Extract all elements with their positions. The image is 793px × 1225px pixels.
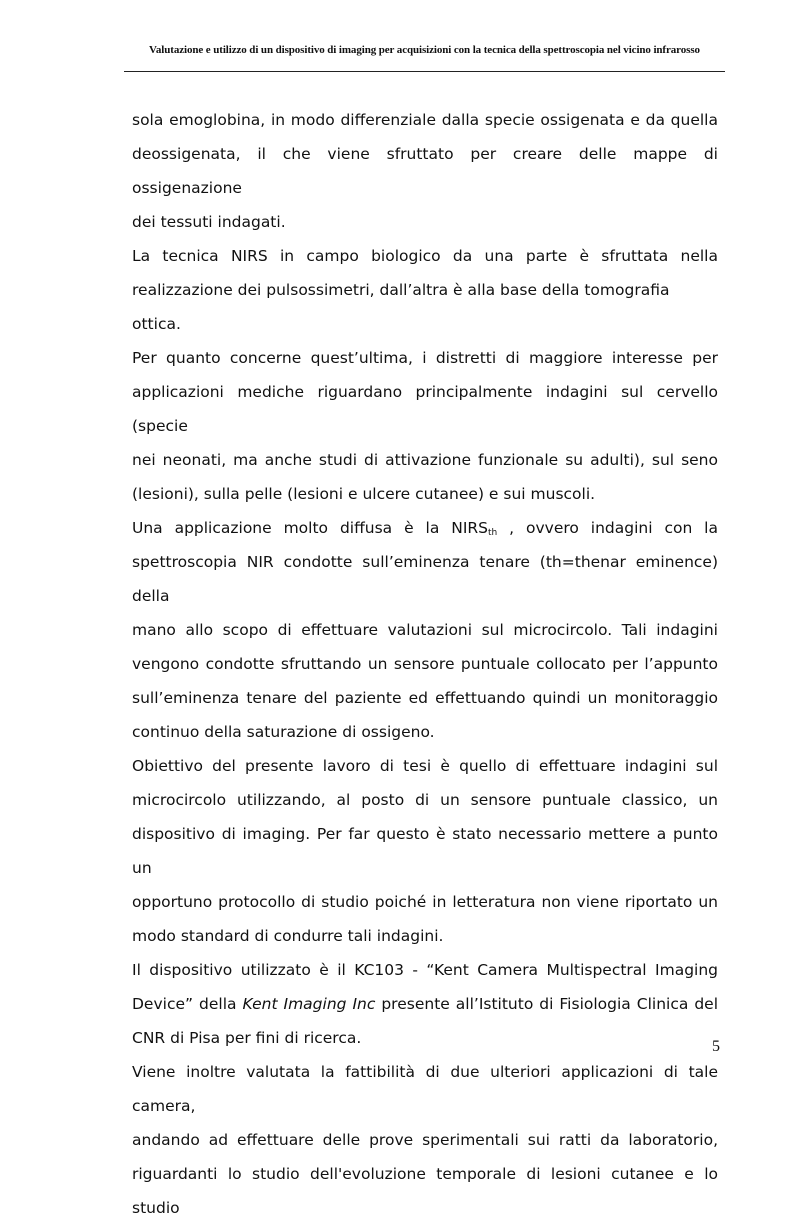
text-line [132,987,718,1021]
text-line: Il dispositivo utilizzato è il KC103 - “Kent Camera Multispectral Imaging [132,961,718,979]
text-line: nei neonati, ma anche studi di attivazione funzionale su adulti), sul seno [132,451,718,469]
text-line: Obiettivo del presente lavoro di tesi è quello di effettuare indagini sul [132,757,718,775]
text-line: andando ad effettuare delle prove sperimentali sui ratti da laboratorio, [132,1131,718,1149]
paragraph-2 [132,239,718,341]
text-line: Per quanto concerne quest’ultima, i distretti di maggiore interesse per [132,349,718,367]
text-line: deossigenata, il che viene sfruttato per creare delle mappe di ossigenazione [132,145,718,197]
text-line: sola emoglobina, in modo differenziale dalla specie ossigenata e da quella [132,111,718,129]
header-rule [124,71,725,72]
text-line: dispositivo di imaging. Per far questo è stato necessario mettere a punto un [132,825,718,877]
paragraph-1 [132,103,718,239]
text-line: sull’eminenza tenare del paziente ed effettuando quindi un monitoraggio [132,689,718,707]
paragraph-3 [132,341,718,511]
subscript-th: th [488,528,498,538]
text-line: CNR di Pisa per fini di ricerca. [132,1029,362,1047]
text-line: dei tessuti indagati. [132,213,286,231]
text-line: continuo della saturazione di ossigeno. [132,723,435,741]
text-line: realizzazione dei pulsossimetri, dall’altra è alla base della tomografia ottica. [132,281,670,333]
text-line: Viene inoltre valutata la fattibilità di due ulteriori applicazioni di tale camera, [132,1063,718,1115]
text-segment: Una applicazione molto diffusa è la NIRS [132,519,489,537]
running-header: Valutazione e utilizzo di un dispositivo di imaging per acquisizioni con la tecnica della spettroscopia nel vicino infrarosso [149,44,700,56]
text-line: applicazioni mediche riguardano principalmente indagini sul cervello (specie [132,383,718,435]
text-line: modo standard di condurre tali indagini. [132,927,444,945]
paragraph-7 [132,1055,718,1225]
text-segment: Device” della [132,995,243,1013]
body-text [132,103,718,1225]
paragraph-5 [132,749,718,953]
text-line: opportuno protocollo di studio poiché in letteratura non viene riportato un [132,893,718,911]
text-line: mano allo scopo di effettuare valutazioni sul microcircolo. Tali indagini [132,621,718,639]
text-segment: , ovvero indagini con la [497,519,718,537]
text-line: vengono condotte sfruttando un sensore puntuale collocato per l’appunto [132,655,718,673]
paragraph-4 [132,511,718,749]
page-number: 5 [712,1038,720,1055]
text-line: spettroscopia NIR condotte sull’eminenza tenare (th=thenar eminence) della [132,553,718,605]
text-line: La tecnica NIRS in campo biologico da una parte è sfruttata nella [132,247,718,265]
text-line: microcircolo utilizzando, al posto di un sensore puntuale classico, un [132,791,718,809]
text-line [132,511,718,545]
paragraph-6 [132,953,718,1055]
text-segment: presente all’Istituto di Fisiologia Clinica del [375,995,718,1013]
company-name: Kent Imaging Inc [242,995,376,1013]
text-line: (lesioni), sulla pelle (lesioni e ulcere cutanee) e sui muscoli. [132,485,596,503]
text-line: riguardanti lo studio dell'evoluzione temporale di lesioni cutanee e lo studio [132,1165,718,1217]
